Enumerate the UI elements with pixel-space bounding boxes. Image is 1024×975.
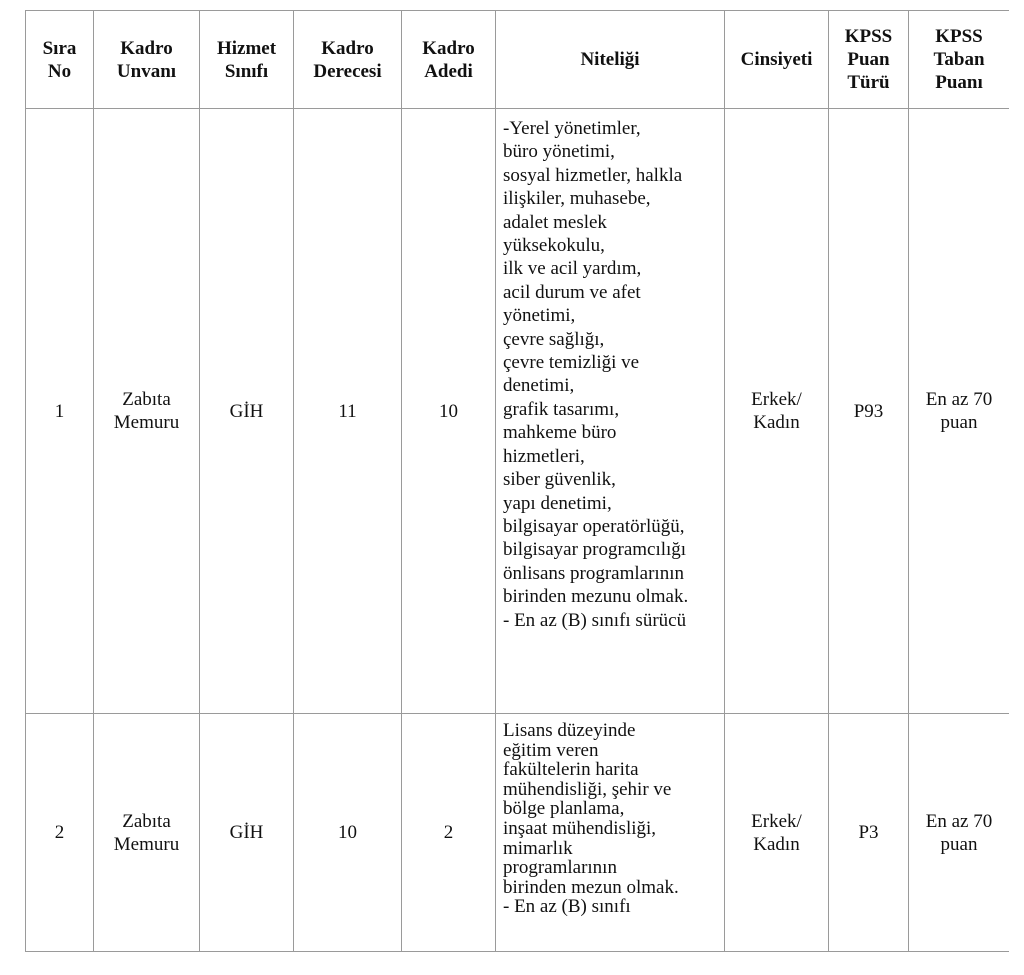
cell-kadro-unvani bbox=[94, 109, 200, 714]
text-line: Taban bbox=[933, 49, 985, 70]
table-header-row bbox=[26, 11, 1010, 109]
header-kpss-puan-turu bbox=[829, 11, 909, 109]
text-line: puan bbox=[940, 412, 978, 433]
cell-hizmet-sinifi: GİH bbox=[200, 109, 294, 714]
text-line: grafik tasarımı, bbox=[503, 398, 620, 420]
text-line: yüksekokulu, bbox=[503, 235, 605, 257]
table-row bbox=[26, 109, 1010, 714]
text-line: No bbox=[47, 60, 72, 82]
text-line: sosyal hizmetler, halkla bbox=[503, 164, 683, 186]
text-line: mühendisliği, şehir ve bbox=[503, 778, 672, 800]
cell-kpss-puan-turu: P3 bbox=[829, 714, 909, 952]
cell-cinsiyeti bbox=[725, 714, 829, 952]
text-line: çevre temizliği ve bbox=[503, 352, 640, 374]
header-sira-no bbox=[26, 11, 94, 109]
text-line: Niteliği bbox=[580, 49, 640, 70]
text-line: yapı denetimi, bbox=[503, 492, 612, 514]
niteligi-text bbox=[503, 714, 724, 951]
cell-sira-no: 1 bbox=[26, 109, 94, 714]
text-line: Zabıta bbox=[122, 389, 171, 410]
text-line: siber güvenlik, bbox=[503, 469, 616, 491]
table-row bbox=[26, 714, 1010, 952]
text-line: bilgisayar operatörlüğü, bbox=[503, 515, 685, 537]
cell-niteligi bbox=[496, 714, 725, 952]
text-line: Memuru bbox=[113, 833, 180, 855]
cell-kadro-unvani bbox=[94, 714, 200, 952]
text-line: bölge planlama, bbox=[503, 798, 625, 820]
text-line: inşaat mühendisliği, bbox=[503, 817, 657, 839]
text-line: Puan bbox=[847, 49, 890, 70]
cell-kpss-taban-puani bbox=[909, 714, 1010, 952]
text-line: Lisans düzeyinde bbox=[503, 720, 636, 741]
text-line: büro yönetimi, bbox=[503, 141, 615, 163]
text-line: Kadro bbox=[422, 37, 475, 59]
text-line: yönetimi, bbox=[503, 305, 576, 327]
text-line: acil durum ve afet bbox=[503, 281, 641, 303]
header-cinsiyeti bbox=[725, 11, 829, 109]
text-line: Türü bbox=[847, 72, 890, 93]
text-line: bilgisayar programcılığı bbox=[503, 539, 687, 561]
text-line: Zabıta bbox=[122, 810, 171, 832]
text-line: Unvanı bbox=[116, 60, 177, 82]
recruitment-table-container bbox=[25, 10, 1009, 972]
text-line: Erkek/ bbox=[751, 389, 802, 410]
text-line: En az 70 bbox=[925, 810, 993, 832]
text-line: ilişkiler, muhasebe, bbox=[503, 188, 651, 210]
text-line: fakültelerin harita bbox=[503, 759, 639, 781]
text-line: Cinsiyeti bbox=[740, 49, 813, 70]
header-kadro-adedi bbox=[402, 11, 496, 109]
text-line: En az 70 bbox=[925, 389, 993, 410]
text-line: Kadro bbox=[120, 37, 173, 59]
text-line: KPSS bbox=[844, 26, 893, 47]
cell-hizmet-sinifi: GİH bbox=[200, 714, 294, 952]
text-line: Kadro bbox=[321, 37, 374, 59]
text-line: Hizmet bbox=[216, 37, 277, 59]
text-line: - En az (B) sınıfı bbox=[503, 896, 631, 918]
cell-kadro-derecesi: 10 bbox=[294, 714, 402, 952]
header-niteligi bbox=[496, 11, 725, 109]
header-kadro-unvani bbox=[94, 11, 200, 109]
cell-kpss-taban-puani bbox=[909, 109, 1010, 714]
cell-cinsiyeti bbox=[725, 109, 829, 714]
text-line: - En az (B) sınıfı sürücü bbox=[503, 609, 687, 631]
text-line: eğitim veren bbox=[503, 739, 599, 761]
cell-kpss-puan-turu: P93 bbox=[829, 109, 909, 714]
cell-kadro-derecesi: 11 bbox=[294, 109, 402, 714]
text-line: Sınıfı bbox=[224, 60, 269, 82]
text-line: Derecesi bbox=[313, 60, 382, 82]
text-line: -Yerel yönetimler, bbox=[503, 118, 641, 139]
text-line: adalet meslek bbox=[503, 211, 607, 233]
text-line: Kadın bbox=[753, 833, 800, 855]
header-hizmet-sinifi bbox=[200, 11, 294, 109]
cell-sira-no: 2 bbox=[26, 714, 94, 952]
text-line: ilk ve acil yardım, bbox=[503, 258, 642, 280]
text-line: Sıra bbox=[42, 37, 77, 59]
text-line: birinden mezun olmak. bbox=[503, 876, 679, 898]
text-line: mahkeme büro bbox=[503, 422, 617, 444]
text-line: çevre sağlığı, bbox=[503, 328, 605, 350]
cell-niteligi bbox=[496, 109, 725, 714]
header-kpss-taban-puani bbox=[909, 11, 1010, 109]
text-line: birinden mezunu olmak. bbox=[503, 586, 689, 608]
text-line: Erkek/ bbox=[751, 810, 802, 832]
text-line: KPSS bbox=[935, 26, 983, 47]
header-kadro-derecesi bbox=[294, 11, 402, 109]
text-line: mimarlık bbox=[503, 837, 573, 859]
cell-kadro-adedi: 2 bbox=[402, 714, 496, 952]
text-line: Memuru bbox=[113, 412, 180, 433]
text-line: hizmetleri, bbox=[503, 445, 585, 467]
niteligi-text bbox=[503, 109, 724, 713]
text-line: Puanı bbox=[935, 72, 983, 93]
recruitment-table bbox=[25, 10, 1009, 952]
text-line: denetimi, bbox=[503, 375, 575, 397]
text-line: puan bbox=[940, 833, 978, 855]
text-line: Adedi bbox=[424, 60, 473, 82]
cell-kadro-adedi: 10 bbox=[402, 109, 496, 714]
text-line: Kadın bbox=[753, 412, 800, 433]
text-line: programlarının bbox=[503, 857, 617, 879]
text-line: önlisans programlarının bbox=[503, 562, 684, 584]
